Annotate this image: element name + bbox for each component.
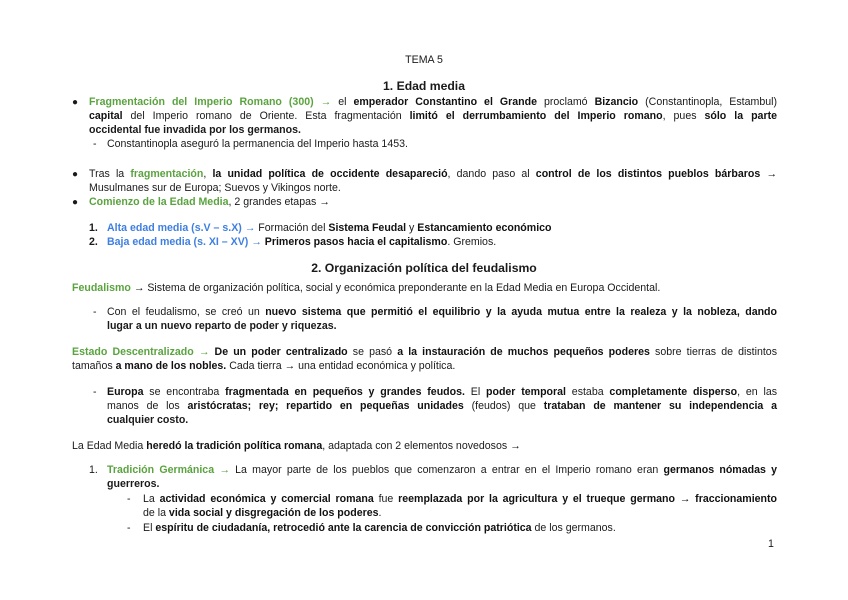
p1-line1: Fragmentación del Imperio Romano (300) → el emperador Constantino el Grande proclamó Bizancio (Constantinopla, Estambul): [89, 96, 777, 108]
p3-line: Comienzo de la Edad Media, 2 grandes etapas →: [89, 196, 330, 208]
estado-line2: tamaños a mano de los nobles. Cada tierra → una entidad económica y política.: [72, 360, 456, 372]
europa-line1: Europa se encontraba fragmentada en pequeños y grandes feudos. El poder temporal estaba completamente disperso, en las: [107, 386, 778, 398]
p1-line3: occidental fue invadida por los germanos.: [89, 124, 301, 136]
dash-marker: -: [93, 306, 97, 318]
p1-line2: capital del Imperio romano de Oriente. Esta fragmentación limitó el derrumbamiento del Imperio romano, pues sólo la parte: [89, 110, 777, 122]
europa-line3: cualquier costo.: [107, 414, 189, 426]
tema-header: TEMA 5: [405, 54, 443, 66]
p2-line1: Tras la fragmentación, la unidad política de occidente desapareció, dando paso al control de los distintos pueblos bárbaros →: [89, 168, 777, 180]
p2-line2: Musulmanes sur de Europa; Suevos y Vikingos norte.: [89, 182, 341, 194]
europa-line2: manos de los aristócratas; rey; repartido en pequeñas unidades (feudos) que trataban de mantener su independencia a: [107, 400, 778, 412]
dash-marker: -: [93, 386, 97, 398]
p1-sub: Constantinopla aseguró la permanencia del Imperio hasta 1453.: [107, 138, 408, 150]
page-number: 1: [768, 538, 774, 550]
tradicion-sub1-line1: La actividad económica y comercial romana fue reemplazada por la agricultura y el trueque germano → fraccionamiento: [143, 493, 778, 505]
tradicion-number: 1.: [89, 464, 98, 476]
feud-sub-line2: lugar a un nuevo reparto de poder y riquezas.: [107, 320, 337, 332]
dash-marker: -: [127, 522, 131, 534]
etapa-2: Baja edad media (s. XI – XV) → Primeros pasos hacia el capitalismo. Gremios.: [107, 236, 497, 248]
bullet-dot: ●: [72, 169, 79, 180]
estado-line1: Estado Descentralizado → De un poder centralizado se pasó a la instauración de muchos pequeños poderes sobre tierras de distintos: [72, 346, 777, 358]
tradicion-sub1-line2: de la vida social y disgregación de los poderes.: [143, 507, 382, 519]
fragmentacion-title: Fragmentación del Imperio Romano (300) →: [89, 96, 332, 108]
bullet-dot: ●: [72, 97, 79, 108]
feudalismo-definition: Feudalismo → Sistema de organización política, social y económica preponderante en la Edad Media en Europa Occidental.: [72, 282, 661, 294]
tradicion-sub2: El espíritu de ciudadanía, retrocedió ante la carencia de convicción patriótica de los germanos.: [143, 522, 616, 534]
bullet-dot: ●: [72, 197, 79, 208]
tradicion-line2: guerreros.: [107, 478, 160, 490]
herencia-line: La Edad Media heredó la tradición política romana, adaptada con 2 elementos novedosos →: [72, 440, 521, 452]
dash-marker: -: [127, 493, 131, 505]
section-1-title: 1. Edad media: [383, 79, 465, 93]
etapa-1: Alta edad media (s.V – s.X) → Formación del Sistema Feudal y Estancamiento económico: [107, 222, 552, 234]
section-2-title: 2. Organización política del feudalismo: [311, 261, 537, 275]
dash-marker: -: [93, 138, 97, 150]
etapa-2-number: 2.: [89, 236, 98, 248]
feud-sub-line1: Con el feudalismo, se creó un nuevo sistema que permitió el equilibrio y la ayuda mutua entre la realeza y la nobleza, dando: [107, 306, 777, 318]
tradicion-line1: Tradición Germánica → La mayor parte de los pueblos que comenzaron a entrar en el Imperio romano eran germanos nómadas y: [107, 464, 777, 476]
etapa-1-number: 1.: [89, 222, 98, 234]
